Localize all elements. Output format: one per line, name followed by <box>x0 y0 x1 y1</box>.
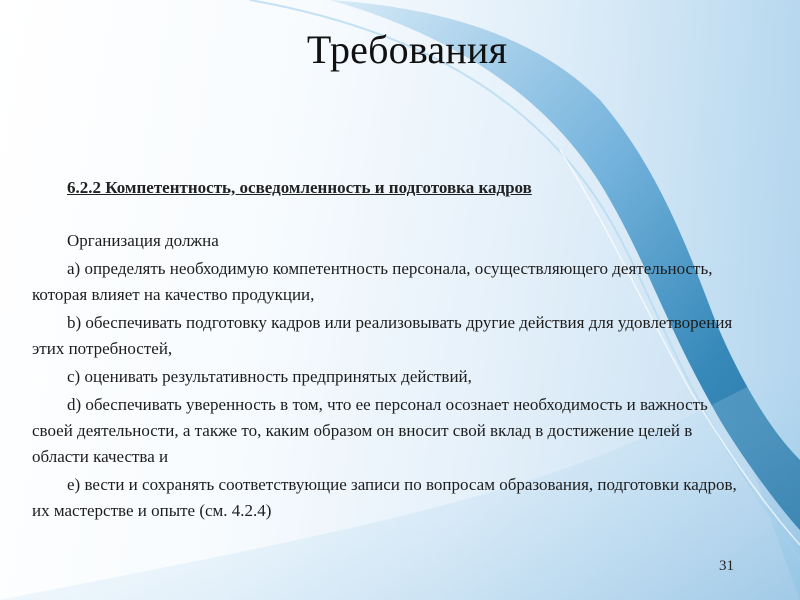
page-number: 31 <box>719 558 734 574</box>
paragraph-intro: Организация должна <box>67 231 219 250</box>
paragraph-item-d: d) обеспечивать уверенность в том, что ее персонал осознает необходимость и важность своей деятельности, а также то, каким образом он вносит свой вклад в достижение целей в области качества и <box>32 395 708 466</box>
body-text <box>32 228 744 526</box>
paragraph-item-c: c) оценивать результативность предпринятых действий, <box>67 367 472 386</box>
slide-title: Требования <box>306 27 508 72</box>
section-heading: 6.2.2 Компетентность, осведомленность и подготовка кадров <box>67 178 532 197</box>
paragraph-item-a: а) определять необходимую компетентность персонала, осуществляющего деятельность, которая влияет на качество продукции, <box>32 259 713 304</box>
paragraph-item-b: b) обеспечивать подготовку кадров или реализовывать другие действия для удовлетворения этих потребностей, <box>32 313 733 358</box>
paragraph-item-e: e) вести и сохранять соответствующие записи по вопросам образования, подготовки кадров, их мастерстве и опыте (см. 4.2.4) <box>32 475 737 520</box>
